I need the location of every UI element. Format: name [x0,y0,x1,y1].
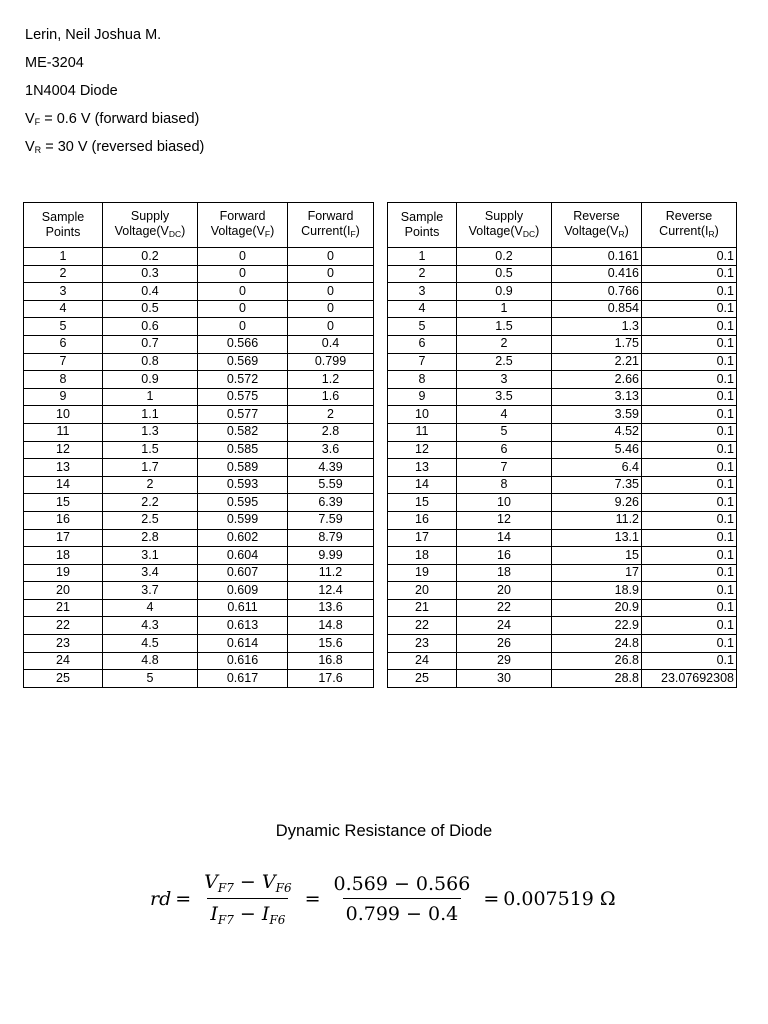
cell-supply-voltage: 3.7 [103,582,198,600]
cell-current: 0.1 [642,459,737,477]
cell-voltage: 4.52 [552,423,642,441]
cell-voltage: 15 [552,547,642,565]
cell-voltage: 3.13 [552,388,642,406]
dynamic-resistance-equation [150,864,616,934]
cell-current: 0.1 [642,529,737,547]
cell-current: 0.1 [642,652,737,670]
cell-voltage: 2.21 [552,353,642,371]
device-name: 1N4004 Diode [25,83,118,99]
cell-sample-point: 12 [388,441,457,459]
cell-current: 0.1 [642,406,737,424]
cell-supply-voltage: 2 [457,335,552,353]
cell-supply-voltage: 4.5 [103,635,198,653]
cell-supply-voltage: 0.9 [103,371,198,389]
cell-current: 1.6 [288,388,374,406]
cell-supply-voltage: 10 [457,494,552,512]
equals-sign: = [483,888,500,910]
table-row [24,335,374,353]
table-row [388,406,737,424]
cell-sample-point: 11 [24,423,103,441]
cell-voltage: 9.26 [552,494,642,512]
cell-supply-voltage: 6 [457,441,552,459]
cell-current: 0 [288,283,374,301]
table-row [24,248,374,266]
cell-voltage: 5.46 [552,441,642,459]
cell-current: 0.1 [642,300,737,318]
cell-voltage: 0 [198,283,288,301]
table-row [24,652,374,670]
cell-voltage: 28.8 [552,670,642,688]
cell-sample-point: 11 [388,423,457,441]
equals-sign: = [304,888,321,910]
col-header-supply-voltage: Supply $Voltage(V_{DC})$ [103,203,198,248]
cell-current: 0.1 [642,265,737,283]
cell-voltage: 6.4 [552,459,642,477]
cell-voltage: 0.585 [198,441,288,459]
cell-voltage: 22.9 [552,617,642,635]
cell-sample-point: 25 [24,670,103,688]
table-row [24,353,374,371]
table-row [24,423,374,441]
cell-sample-point: 9 [388,388,457,406]
cell-current: 9.99 [288,547,374,565]
cell-voltage: 0.593 [198,476,288,494]
cell-sample-point: 24 [24,652,103,670]
cell-sample-point: 13 [24,459,103,477]
reverse-bias-table [387,202,737,688]
cell-sample-point: 19 [24,564,103,582]
cell-sample-point: 19 [388,564,457,582]
cell-current: 16.8 [288,652,374,670]
cell-supply-voltage: 0.7 [103,335,198,353]
table-row [388,459,737,477]
cell-current: 0.1 [642,441,737,459]
cell-voltage: 0.572 [198,371,288,389]
cell-current: 11.2 [288,564,374,582]
cell-supply-voltage: 4 [457,406,552,424]
table-row [24,388,374,406]
cell-supply-voltage: 1 [103,388,198,406]
table-row [388,547,737,565]
cell-supply-voltage: 1.5 [457,318,552,336]
cell-voltage: 0.577 [198,406,288,424]
cell-sample-point: 2 [24,265,103,283]
cell-supply-voltage: 30 [457,670,552,688]
cell-voltage: 0.602 [198,529,288,547]
cell-current: 0.1 [642,511,737,529]
table-header-row [388,203,737,248]
cell-sample-point: 18 [24,547,103,565]
table-row [24,582,374,600]
table-row [388,371,737,389]
cell-current: 0 [288,265,374,283]
cell-current: 0.1 [642,283,737,301]
cell-current: 0.1 [642,335,737,353]
table-row [24,635,374,653]
cell-sample-point: 10 [388,406,457,424]
cell-sample-point: 18 [388,547,457,565]
cell-supply-voltage: 0.4 [103,283,198,301]
cell-sample-point: 7 [24,353,103,371]
table-row [24,283,374,301]
cell-supply-voltage: 4.8 [103,652,198,670]
cell-sample-point: 16 [388,511,457,529]
cell-supply-voltage: 2 [103,476,198,494]
cell-current: 0 [288,300,374,318]
cell-sample-point: 2 [388,265,457,283]
table-row [388,494,737,512]
cell-supply-voltage: 2.5 [103,511,198,529]
cell-supply-voltage: 3.5 [457,388,552,406]
cell-sample-point: 7 [388,353,457,371]
table-row [24,459,374,477]
table-row [388,652,737,670]
table-row [24,670,374,688]
table-row [24,265,374,283]
cell-supply-voltage: 22 [457,599,552,617]
cell-sample-point: 9 [24,388,103,406]
cell-voltage: 18.9 [552,582,642,600]
cell-sample-point: 8 [388,371,457,389]
cell-sample-point: 17 [24,529,103,547]
table-row [388,248,737,266]
cell-supply-voltage: 0.5 [457,265,552,283]
cell-supply-voltage: 0.2 [103,248,198,266]
numeric-fraction [331,873,474,925]
cell-sample-point: 24 [388,652,457,670]
symbolic-numerator: $V_{F7} - V_{F6}$ [204,871,292,895]
table-row [388,670,737,688]
cell-voltage: 20.9 [552,599,642,617]
cell-current: 0.1 [642,318,737,336]
cell-current: 0.1 [642,494,737,512]
cell-current: 0.1 [642,476,737,494]
cell-current: 0.1 [642,388,737,406]
table-row [24,529,374,547]
table-row [24,441,374,459]
cell-supply-voltage: 29 [457,652,552,670]
cell-current: 0.1 [642,547,737,565]
table-row [388,635,737,653]
cell-supply-voltage: 7 [457,459,552,477]
cell-supply-voltage: 3.4 [103,564,198,582]
cell-voltage: 1.75 [552,335,642,353]
cell-supply-voltage: 1.3 [103,423,198,441]
table-row [388,529,737,547]
table-row [388,318,737,336]
cell-supply-voltage: 8 [457,476,552,494]
cell-supply-voltage: 0.6 [103,318,198,336]
table-row [388,564,737,582]
cell-current: 0.799 [288,353,374,371]
col-header-forward-voltage: Forward $Voltage(V_F)$ [198,203,288,248]
col-header-forward-current: Forward $Current(I_F)$ [288,203,374,248]
cell-sample-point: 6 [24,335,103,353]
cell-supply-voltage: 4.3 [103,617,198,635]
table-row [24,318,374,336]
cell-voltage: 0.611 [198,599,288,617]
student-name: Lerin, Neil Joshua M. [25,27,162,43]
cell-voltage: 0.614 [198,635,288,653]
cell-current: 5.59 [288,476,374,494]
table-row [388,353,737,371]
cell-sample-point: 15 [24,494,103,512]
cell-sample-point: 23 [388,635,457,653]
cell-voltage: 0 [198,300,288,318]
cell-voltage: 7.35 [552,476,642,494]
cell-sample-point: 5 [388,318,457,336]
cell-current: 1.2 [288,371,374,389]
cell-voltage: 0.854 [552,300,642,318]
table-row [24,406,374,424]
col-header-supply-voltage: Supply $Voltage(V_{DC})$ [457,203,552,248]
cell-supply-voltage: 3 [457,371,552,389]
cell-voltage: 2.66 [552,371,642,389]
table-row [24,300,374,318]
cell-supply-voltage: 2.8 [103,529,198,547]
table-row [388,283,737,301]
cell-current: 12.4 [288,582,374,600]
cell-sample-point: 3 [24,283,103,301]
cell-current: 0 [288,318,374,336]
course-code: ME-3204 [25,55,84,71]
cell-supply-voltage: 16 [457,547,552,565]
cell-sample-point: 13 [388,459,457,477]
cell-voltage: 0.589 [198,459,288,477]
cell-sample-point: 4 [388,300,457,318]
cell-voltage: 17 [552,564,642,582]
table-row [388,265,737,283]
cell-voltage: 0.616 [198,652,288,670]
cell-voltage: 24.8 [552,635,642,653]
table-row [24,371,374,389]
table-row [388,388,737,406]
cell-voltage: 0.569 [198,353,288,371]
table-row [24,476,374,494]
cell-voltage: 11.2 [552,511,642,529]
cell-supply-voltage: 26 [457,635,552,653]
cell-voltage: 0 [198,318,288,336]
table-row [388,423,737,441]
table-row [388,441,737,459]
cell-voltage: 0.582 [198,423,288,441]
cell-supply-voltage: 14 [457,529,552,547]
cell-supply-voltage: 4 [103,599,198,617]
cell-current: 0.1 [642,423,737,441]
cell-current: 0.1 [642,617,737,635]
cell-current: 0.1 [642,248,737,266]
symbolic-denominator: $I_{F7} - I_{F6}$ [207,898,288,927]
cell-supply-voltage: 2.5 [457,353,552,371]
cell-current: 15.6 [288,635,374,653]
cell-sample-point: 17 [388,529,457,547]
col-header-reverse-current: Reverse $Current(I_R)$ [642,203,737,248]
cell-current: 0.4 [288,335,374,353]
cell-supply-voltage: 0.5 [103,300,198,318]
table-row [24,599,374,617]
header-info [25,26,204,166]
cell-voltage: 0 [198,265,288,283]
cell-voltage: 0.604 [198,547,288,565]
cell-supply-voltage: 1.7 [103,459,198,477]
dynamic-resistance-title: Dynamic Resistance of Diode [275,822,493,840]
table-row [388,335,737,353]
cell-current: 0 [288,248,374,266]
table-row [388,300,737,318]
cell-sample-point: 8 [24,371,103,389]
table-row [388,599,737,617]
cell-sample-point: 10 [24,406,103,424]
cell-sample-point: 12 [24,441,103,459]
cell-voltage: 13.1 [552,529,642,547]
cell-supply-voltage: 2.2 [103,494,198,512]
cell-sample-point: 16 [24,511,103,529]
cell-supply-voltage: 20 [457,582,552,600]
cell-sample-point: 14 [388,476,457,494]
symbolic-fraction [201,871,294,927]
cell-current: 6.39 [288,494,374,512]
cell-supply-voltage: 24 [457,617,552,635]
reverse-voltage-spec: $V_R = 30$ V (reversed biased) [25,139,205,155]
cell-voltage: 0.613 [198,617,288,635]
cell-current: 4.39 [288,459,374,477]
forward-voltage-spec: $V_F = 0.6$ V (forward biased) [25,111,200,127]
cell-voltage: 0.416 [552,265,642,283]
table-row [24,547,374,565]
cell-voltage: 0.607 [198,564,288,582]
cell-current: 0.1 [642,582,737,600]
cell-voltage: 0.609 [198,582,288,600]
table-row [24,511,374,529]
cell-voltage: 0.566 [198,335,288,353]
table-row [24,494,374,512]
col-header-reverse-voltage: Reverse $Voltage(V_R)$ [552,203,642,248]
cell-current: 8.79 [288,529,374,547]
cell-supply-voltage: 12 [457,511,552,529]
cell-voltage: 0.599 [198,511,288,529]
table-header-row [24,203,374,248]
cell-voltage: 0.617 [198,670,288,688]
table-row [24,564,374,582]
cell-voltage: 26.8 [552,652,642,670]
numeric-denominator: 0.799 − 0.4 [343,898,462,925]
cell-sample-point: 14 [24,476,103,494]
cell-sample-point: 25 [388,670,457,688]
cell-supply-voltage: 0.9 [457,283,552,301]
table-row [388,511,737,529]
equals-sign: = [175,888,192,910]
cell-supply-voltage: 0.2 [457,248,552,266]
cell-sample-point: 1 [388,248,457,266]
table-row [388,476,737,494]
cell-sample-point: 6 [388,335,457,353]
cell-supply-voltage: 0.8 [103,353,198,371]
col-header-sample-points: Sample Points [388,203,457,248]
cell-sample-point: 22 [24,617,103,635]
cell-current: 17.6 [288,670,374,688]
cell-supply-voltage: 1 [457,300,552,318]
cell-supply-voltage: 3.1 [103,547,198,565]
cell-sample-point: 15 [388,494,457,512]
cell-supply-voltage: 1.1 [103,406,198,424]
cell-sample-point: 5 [24,318,103,336]
table-row [388,617,737,635]
cell-current: 14.8 [288,617,374,635]
cell-sample-point: 22 [388,617,457,635]
cell-supply-voltage: 1.5 [103,441,198,459]
cell-sample-point: 20 [388,582,457,600]
cell-supply-voltage: 0.3 [103,265,198,283]
cell-sample-point: 3 [388,283,457,301]
cell-voltage: 0.766 [552,283,642,301]
cell-supply-voltage: 5 [457,423,552,441]
cell-supply-voltage: 18 [457,564,552,582]
cell-sample-point: 21 [24,599,103,617]
cell-supply-voltage: 5 [103,670,198,688]
table-row [388,582,737,600]
equation-result: 0.007519 Ω [503,888,616,910]
col-header-sample-points: Sample Points [24,203,103,248]
cell-sample-point: 23 [24,635,103,653]
cell-current: 2.8 [288,423,374,441]
cell-sample-point: 20 [24,582,103,600]
equation-lhs: rd [150,888,172,910]
cell-current: 13.6 [288,599,374,617]
cell-current: 0.1 [642,599,737,617]
cell-voltage: 0 [198,248,288,266]
cell-current: 2 [288,406,374,424]
forward-bias-table [23,202,374,688]
cell-voltage: 1.3 [552,318,642,336]
cell-current: 7.59 [288,511,374,529]
cell-current: 0.1 [642,353,737,371]
cell-sample-point: 21 [388,599,457,617]
cell-voltage: 0.161 [552,248,642,266]
cell-current: 23.07692308 [642,670,737,688]
cell-current: 0.1 [642,371,737,389]
cell-sample-point: 4 [24,300,103,318]
cell-sample-point: 1 [24,248,103,266]
table-row [24,617,374,635]
cell-current: 0.1 [642,635,737,653]
cell-current: 0.1 [642,564,737,582]
cell-voltage: 3.59 [552,406,642,424]
cell-voltage: 0.595 [198,494,288,512]
cell-voltage: 0.575 [198,388,288,406]
cell-current: 3.6 [288,441,374,459]
numeric-numerator: 0.569 − 0.566 [333,873,471,895]
